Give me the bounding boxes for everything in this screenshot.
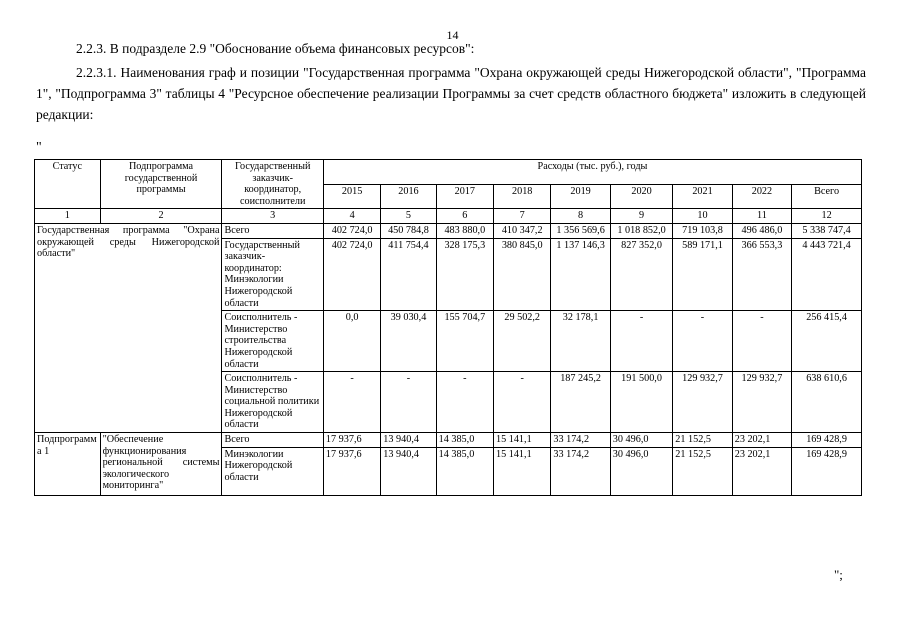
column-number: 5 — [381, 209, 436, 224]
column-number: 9 — [610, 209, 673, 224]
header-status: Статус — [35, 160, 101, 209]
value-cell: 33 174,2 — [551, 447, 610, 495]
header-row-1 — [35, 160, 862, 185]
value-cell: - — [610, 311, 673, 372]
column-number: 6 — [436, 209, 493, 224]
value-cell: 129 932,7 — [673, 372, 732, 433]
column-numbers-row — [35, 209, 862, 224]
header-year: 2018 — [494, 184, 551, 209]
column-number: 10 — [673, 209, 732, 224]
value-cell-total: 5 338 747,4 — [792, 223, 862, 238]
header-year: 2020 — [610, 184, 673, 209]
value-cell: 366 553,3 — [732, 238, 791, 311]
value-cell-total: 638 610,6 — [792, 372, 862, 433]
value-cell: - — [323, 372, 380, 433]
header-subprogram: Подпрограмма государственной программы — [100, 160, 222, 209]
value-cell: 328 175,3 — [436, 238, 493, 311]
value-cell: 23 202,1 — [732, 447, 791, 495]
value-cell: 483 880,0 — [436, 223, 493, 238]
value-cell: 15 141,1 — [494, 433, 551, 448]
column-number: 7 — [494, 209, 551, 224]
value-cell: 496 486,0 — [732, 223, 791, 238]
header-total: Всего — [792, 184, 862, 209]
column-number: 8 — [551, 209, 610, 224]
opening-quote: " — [36, 140, 42, 155]
value-cell-total: 169 428,9 — [792, 433, 862, 448]
value-cell: - — [494, 372, 551, 433]
value-cell: 402 724,0 — [323, 223, 380, 238]
resource-table — [34, 159, 862, 496]
column-number: 4 — [323, 209, 380, 224]
value-cell: 191 500,0 — [610, 372, 673, 433]
value-cell: 13 940,4 — [381, 447, 436, 495]
column-number: 12 — [792, 209, 862, 224]
row-label: Соисполнитель - Министерство социальной политики Нижегородской области — [222, 372, 323, 433]
value-cell: 380 845,0 — [494, 238, 551, 311]
value-cell: 187 245,2 — [551, 372, 610, 433]
value-cell: 827 352,0 — [610, 238, 673, 311]
column-number: 1 — [35, 209, 101, 224]
value-cell-total: 4 443 721,4 — [792, 238, 862, 311]
value-cell: 32 178,1 — [551, 311, 610, 372]
row-label: Всего — [222, 433, 323, 448]
value-cell: - — [732, 311, 791, 372]
value-cell: 21 152,5 — [673, 433, 732, 448]
value-cell: 13 940,4 — [381, 433, 436, 448]
header-year: 2016 — [381, 184, 436, 209]
value-cell: 21 152,5 — [673, 447, 732, 495]
paragraph-2-2-3-1: 2.2.3.1. Наименования граф и позиции "Государственная программа "Охрана окружающей среды Нижегородской области", "Программа 1", "Подпрограмма 3" таблицы 4 "Ресурсное обеспечение реализации Программы за счет средств областного бюджета" изложить в следующей редакции: — [36, 65, 866, 122]
paragraph-2-2-3: 2.2.3. В подразделе 2.9 "Обоснование объема финансовых ресурсов": — [76, 41, 475, 56]
value-cell: 1 356 569,6 — [551, 223, 610, 238]
value-cell: 29 502,2 — [494, 311, 551, 372]
table-row — [35, 223, 862, 238]
column-number: 2 — [100, 209, 222, 224]
value-cell: 589 171,1 — [673, 238, 732, 311]
page-number: 14 — [446, 28, 459, 42]
closing-quote: "; — [834, 567, 843, 582]
header-year: 2022 — [732, 184, 791, 209]
column-number: 3 — [222, 209, 323, 224]
value-cell: 17 937,6 — [323, 447, 380, 495]
value-cell: 450 784,8 — [381, 223, 436, 238]
value-cell: 0,0 — [323, 311, 380, 372]
value-cell: 129 932,7 — [732, 372, 791, 433]
table-row — [35, 433, 862, 448]
value-cell: 39 030,4 — [381, 311, 436, 372]
value-cell: 719 103,8 — [673, 223, 732, 238]
row-label: Соисполнитель - Министерство строительства Нижегородской области — [222, 311, 323, 372]
row-label: Государственный заказчик-координатор: Минэкологии Нижегородской области — [222, 238, 323, 311]
value-cell: 14 385,0 — [436, 447, 493, 495]
value-cell: 14 385,0 — [436, 433, 493, 448]
value-cell: 17 937,6 — [323, 433, 380, 448]
value-cell: 402 724,0 — [323, 238, 380, 311]
value-cell: 1 137 146,3 — [551, 238, 610, 311]
value-cell: 30 496,0 — [610, 433, 673, 448]
header-customer: Государственный заказчик-координатор, соисполнители — [222, 160, 323, 209]
row-label: Всего — [222, 223, 323, 238]
value-cell-total: 256 415,4 — [792, 311, 862, 372]
value-cell: - — [381, 372, 436, 433]
value-cell: 155 704,7 — [436, 311, 493, 372]
program-status-cell: Государственная программа "Охрана окружающей среды Нижегородской области" — [35, 223, 222, 432]
header-year: 2019 — [551, 184, 610, 209]
header-year: 2017 — [436, 184, 493, 209]
value-cell: 23 202,1 — [732, 433, 791, 448]
value-cell: 1 018 852,0 — [610, 223, 673, 238]
header-expenses: Расходы (тыс. руб.), годы — [323, 160, 861, 185]
value-cell: 411 754,4 — [381, 238, 436, 311]
value-cell: 410 347,2 — [494, 223, 551, 238]
value-cell: - — [673, 311, 732, 372]
header-year: 2021 — [673, 184, 732, 209]
value-cell: - — [436, 372, 493, 433]
value-cell: 30 496,0 — [610, 447, 673, 495]
subprogram-name-cell: "Обеспечение функционирования региональной системы экологического мониторинга" — [100, 433, 222, 496]
value-cell: 15 141,1 — [494, 447, 551, 495]
header-year: 2015 — [323, 184, 380, 209]
column-number: 11 — [732, 209, 791, 224]
value-cell: 33 174,2 — [551, 433, 610, 448]
subprogram-status-cell: Подпрограмма 1 — [35, 433, 101, 496]
row-label: Минэкологии Нижегородской области — [222, 447, 323, 495]
value-cell-total: 169 428,9 — [792, 447, 862, 495]
